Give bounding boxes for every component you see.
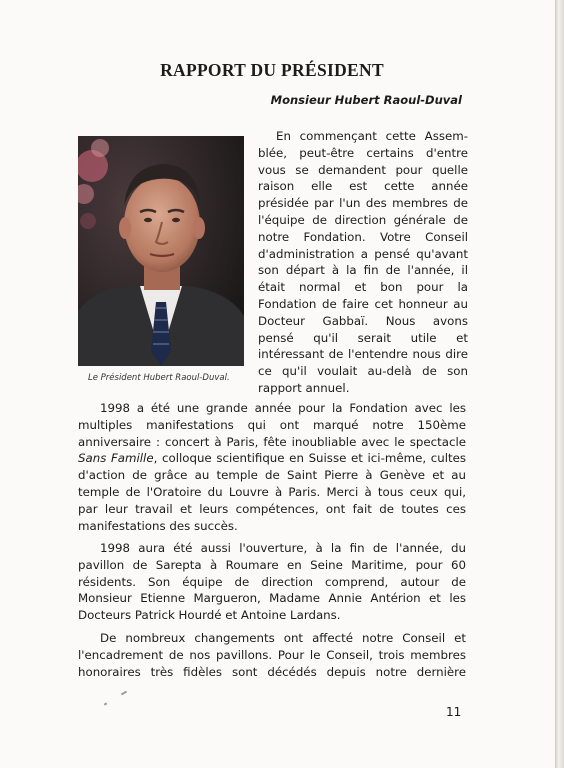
- president-portrait-photo: [78, 136, 244, 366]
- text-line: l'encadrement de nos pavillons. Pour le Conseil, trois membres: [78, 647, 466, 662]
- text-line: par leur travail et leurs compétences, ont fait de toutes ces: [78, 501, 466, 516]
- text-line: En commençant cette Assem-: [276, 129, 468, 143]
- text-line: Monsieur Etienne Margueron, Madame Annie Antérion et les: [78, 591, 466, 606]
- text-line: 1998 aura été aussi l'ouverture, à la fin de l'année, du: [100, 541, 466, 555]
- text-line: anniversaire : concert à Paris, fête inoubliable avec le spectacle: [78, 434, 466, 449]
- text-line: temple de l'Oratoire du Louvre à Paris. Merci à tous ceux qui,: [78, 484, 466, 499]
- text-line: multiples manifestations qui ont marqué notre 150ème: [78, 417, 466, 432]
- author-name: Monsieur Hubert Raoul-Duval: [270, 93, 462, 107]
- text-line: notre Fondation. Votre Conseil: [258, 229, 468, 244]
- text-line: vous se demandent pour quelle: [258, 162, 468, 177]
- page-number: 11: [446, 705, 462, 719]
- text-line: d'action de grâce au temple de Saint Pierre à Genève et au: [78, 468, 466, 483]
- text-line: Sans Famille, colloque scientifique en Suisse et ici-même, cultes: [78, 451, 466, 466]
- text-line: raison elle est cette année: [258, 179, 468, 194]
- paragraph-changes: [78, 630, 466, 680]
- text-line: Docteur Gabbaï. Nous avons: [258, 313, 468, 328]
- text-line: intéressant de l'entendre nous dire: [258, 347, 468, 362]
- work-title: Sans Famille: [78, 451, 154, 466]
- paragraph-sarepta: [78, 540, 466, 624]
- text-line: honoraires très fidèles sont décédés depuis notre dernière: [78, 664, 466, 679]
- photo-caption: Le Président Hubert Raoul-Duval.: [88, 373, 230, 383]
- text-line: l'équipe de direction générale de: [258, 212, 468, 227]
- paper-speck: [104, 702, 108, 705]
- text-line: ce qu'il voulait au-delà de son: [258, 364, 468, 379]
- text-line: Docteurs Patrick Hourdé et Antoine Lardans.: [78, 608, 341, 623]
- text-line: rapport annuel.: [258, 380, 350, 395]
- paper-speck: [121, 691, 127, 696]
- text-line: présidée par l'un des membres de: [258, 196, 468, 211]
- text-line: blée, peut-être certains d'entre: [258, 145, 468, 160]
- text-line: 1998 a été une grande année pour la Fondation avec les: [100, 401, 466, 415]
- text-line: pavillon de Sarepta à Roumare en Seine Maritime, pour 60: [78, 557, 466, 572]
- text-line: d'administration a pensé qu'avant: [258, 246, 468, 261]
- book-spine-edge: [555, 0, 564, 768]
- paragraph-anniversary: [78, 400, 466, 534]
- text-line: son départ à la fin de l'année, il: [258, 263, 468, 278]
- text-line: manifestations des succès.: [78, 518, 238, 533]
- text-line: Fondation de faire cet honneur au: [258, 296, 468, 311]
- page-title: RAPPORT DU PRÉSIDENT: [160, 60, 384, 80]
- text-line: De nombreux changements ont affecté notre Conseil et: [100, 631, 466, 645]
- text-line: pensé qu'il serait utile et: [258, 330, 468, 345]
- text-line: était normal et bon pour la: [258, 280, 468, 295]
- intro-paragraph: [258, 128, 468, 397]
- text-line: résidents. Son équipe de direction comprend, autour de: [78, 574, 466, 589]
